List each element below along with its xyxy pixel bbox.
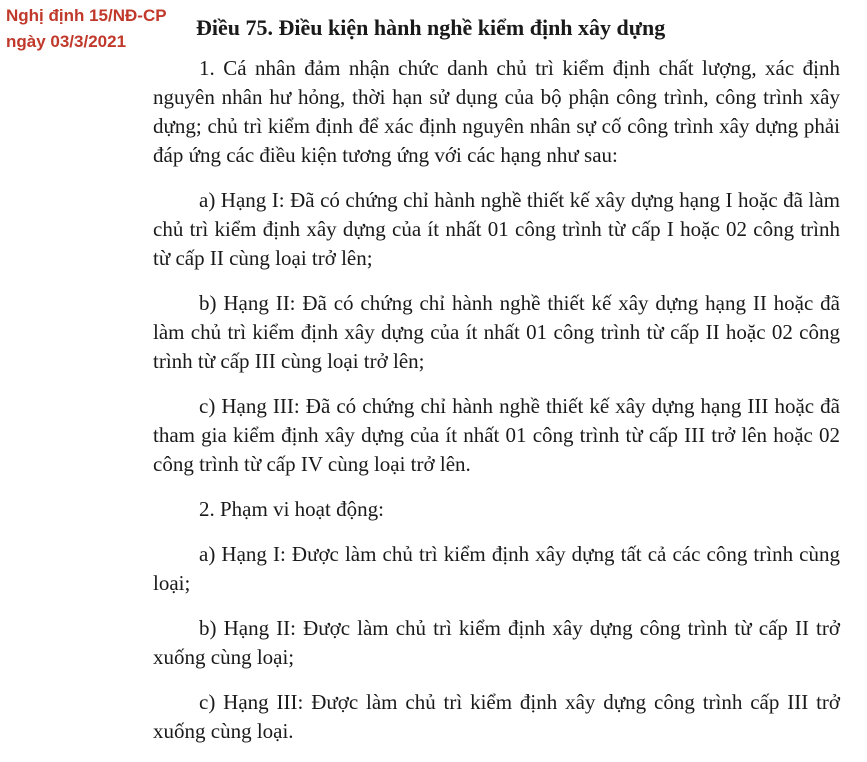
paragraph-2: 2. Phạm vi hoạt động: <box>199 497 384 521</box>
paragraph-2b: b) Hạng II: Được làm chủ trì kiểm định xây dựng công trình từ cấp II trở xuống cùng loại; <box>153 616 840 669</box>
paragraph-2c: c) Hạng III: Được làm chủ trì kiểm định xây dựng công trình cấp III trở xuống cùng loại. <box>153 690 840 743</box>
decree-reference-note <box>6 3 167 55</box>
paragraph-1a: a) Hạng I: Đã có chứng chỉ hành nghề thiết kế xây dựng hạng I hoặc đã làm chủ trì kiểm định xây dựng của ít nhất 01 công trình từ cấp I hoặc 02 công trình từ cấp II cùng loại trở lên; <box>153 188 840 270</box>
article-title: Điều 75. Điều kiện hành nghề kiểm định xây dựng <box>196 15 666 40</box>
paragraph-1: 1. Cá nhân đảm nhận chức danh chủ trì kiểm định chất lượng, xác định nguyên nhân hư hỏng, thời hạn sử dụng của bộ phận công trình, công trình xây dựng; chủ trì kiểm định để xác định nguyên nhân sự cố công trình xây dựng phải đáp ứng các điều kiện tương ứng với các hạng như sau: <box>153 56 840 167</box>
paragraph-1c: c) Hạng III: Đã có chứng chỉ hành nghề thiết kế xây dựng hạng III hoặc đã tham gia kiểm định xây dựng của ít nhất 01 công trình từ cấp III trở lên hoặc 02 công trình từ cấp IV cùng loại trở lên. <box>153 394 840 476</box>
article-body <box>153 54 840 762</box>
paragraph-2a: a) Hạng I: Được làm chủ trì kiểm định xây dựng tất cả các công trình cùng loại; <box>153 542 840 595</box>
decree-date: ngày 03/3/2021 <box>6 32 127 51</box>
decree-number: Nghị định 15/NĐ-CP <box>6 6 167 25</box>
paragraph-1b: b) Hạng II: Đã có chứng chỉ hành nghề thiết kế xây dựng hạng II hoặc đã làm chủ trì kiểm định xây dựng của ít nhất 01 công trình từ cấp II hoặc 02 công trình từ cấp III cùng loại trở lên; <box>153 291 840 373</box>
